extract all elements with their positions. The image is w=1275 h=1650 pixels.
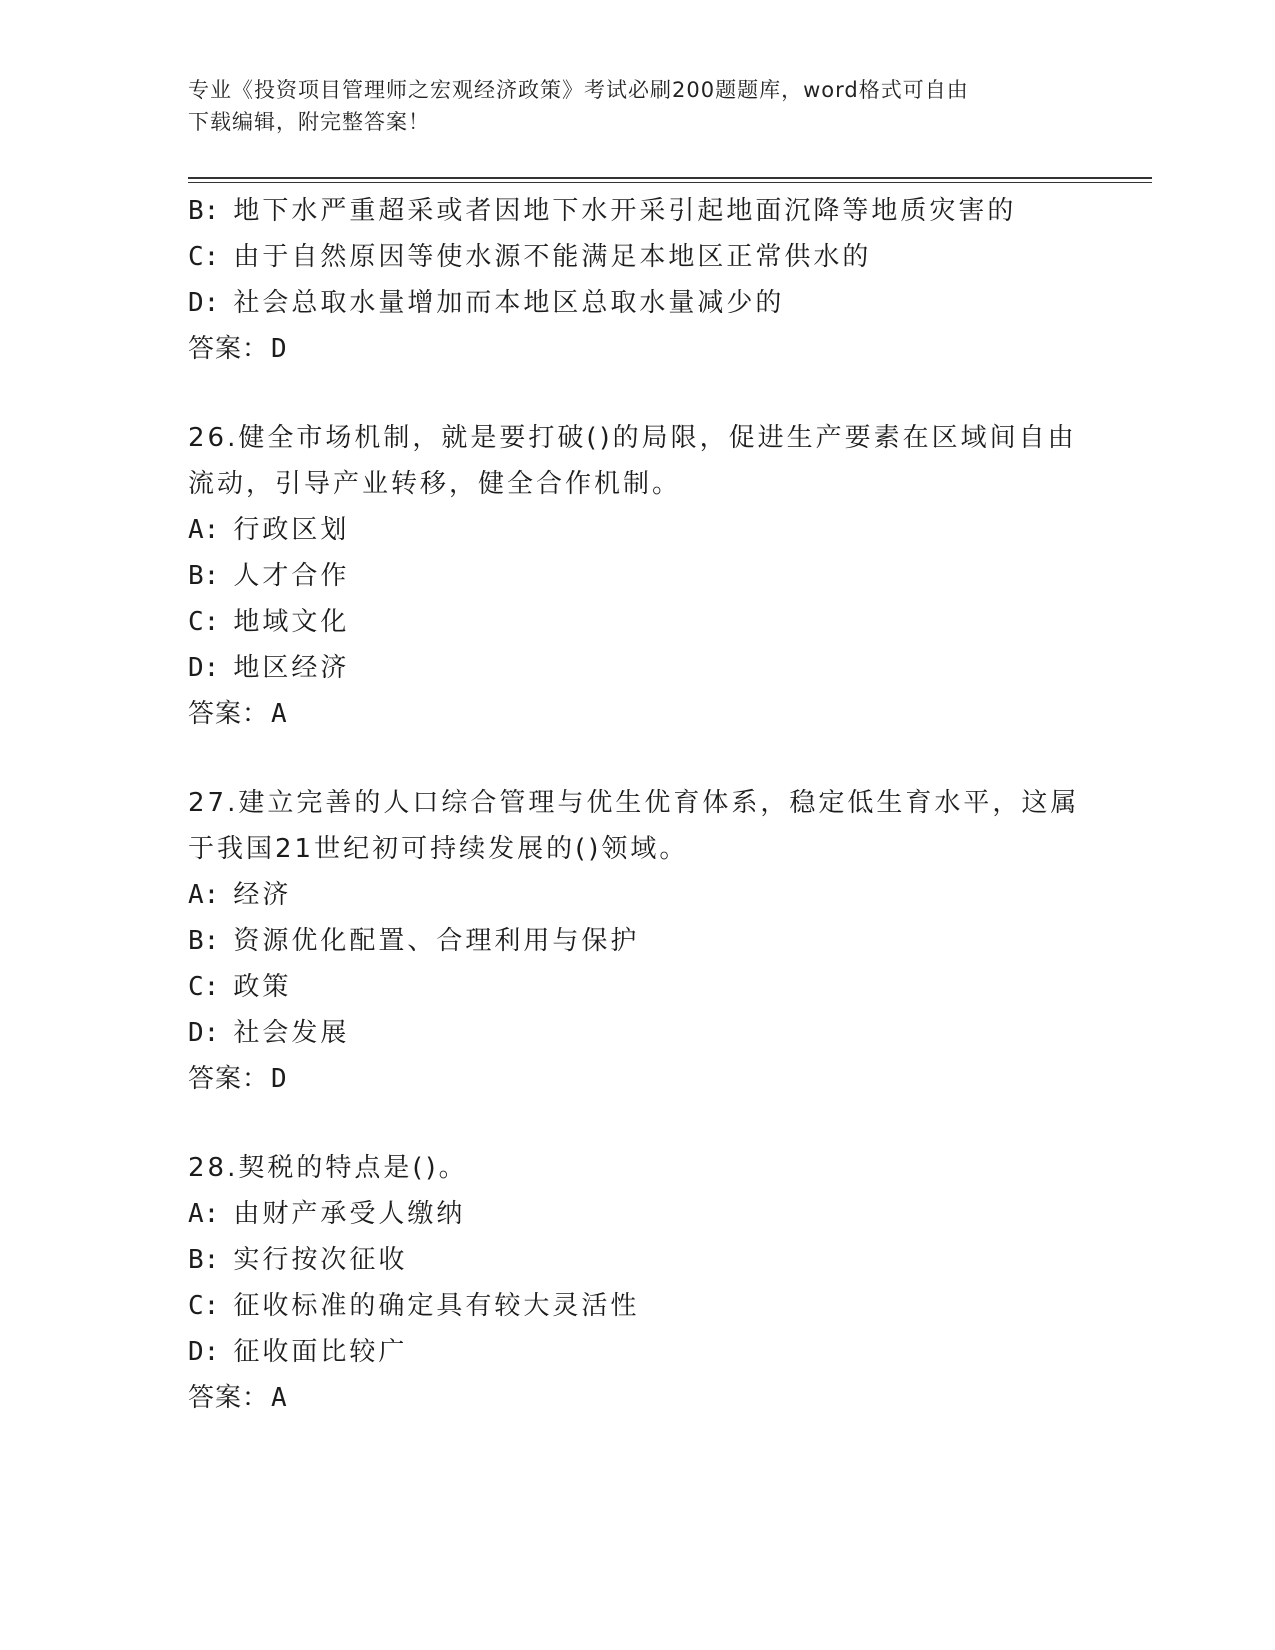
question-list xyxy=(188,188,1088,1421)
spacer xyxy=(188,1102,1088,1145)
option-b: B: 人才合作 xyxy=(188,561,350,591)
spacer xyxy=(188,737,1088,780)
answer: 答案：A xyxy=(188,699,288,729)
option-b: B: 资源优化配置、合理利用与保护 xyxy=(188,926,640,956)
question-title-line-1: 28.契税的特点是()。 xyxy=(188,1153,468,1183)
page-header xyxy=(188,74,1088,138)
option-b: B: 实行按次征收 xyxy=(188,1245,408,1275)
question-title-line-2: 于我国21世纪初可持续发展的()领域。 xyxy=(188,834,689,864)
option-a: A: 经济 xyxy=(188,880,292,910)
question-title-line-2: 流动，引导产业转移，健全合作机制。 xyxy=(188,469,682,499)
question-26 xyxy=(188,415,1088,737)
option-a: A: 由财产承受人缴纳 xyxy=(188,1199,466,1229)
question-title-line-1: 27.建立完善的人口综合管理与优生优育体系，稳定低生育水平，这属 xyxy=(188,788,1080,818)
header-line-2: 下载编辑，附完整答案！ xyxy=(188,110,430,134)
answer: 答案：D xyxy=(188,1064,288,1094)
option-a: A: 行政区划 xyxy=(188,515,350,545)
option-d: D: 征收面比较广 xyxy=(188,1337,408,1367)
option-b: B: 地下水严重超采或者因地下水开采引起地面沉降等地质灾害的 xyxy=(188,196,1017,226)
header-rule-thin xyxy=(188,182,1152,183)
header-line-1: 专业《投资项目管理师之宏观经济政策》考试必刷200题题库，word格式可自由 xyxy=(188,78,969,102)
option-c: C: 政策 xyxy=(188,972,292,1002)
option-c: C: 地域文化 xyxy=(188,607,350,637)
question-25 xyxy=(188,188,1088,372)
answer: 答案：A xyxy=(188,1383,288,1413)
header-rule-thick xyxy=(188,177,1152,179)
option-d: D: 地区经济 xyxy=(188,653,350,683)
spacer xyxy=(188,372,1088,415)
question-title-line-1: 26.健全市场机制，就是要打破()的局限，促进生产要素在区域间自由 xyxy=(188,423,1077,453)
option-c: C: 征收标准的确定具有较大灵活性 xyxy=(188,1291,640,1321)
answer: 答案：D xyxy=(188,334,288,364)
option-d: D: 社会发展 xyxy=(188,1018,350,1048)
question-28 xyxy=(188,1145,1088,1421)
option-c: C: 由于自然原因等使水源不能满足本地区正常供水的 xyxy=(188,242,872,272)
option-d: D: 社会总取水量增加而本地区总取水量减少的 xyxy=(188,288,785,318)
question-27 xyxy=(188,780,1088,1102)
